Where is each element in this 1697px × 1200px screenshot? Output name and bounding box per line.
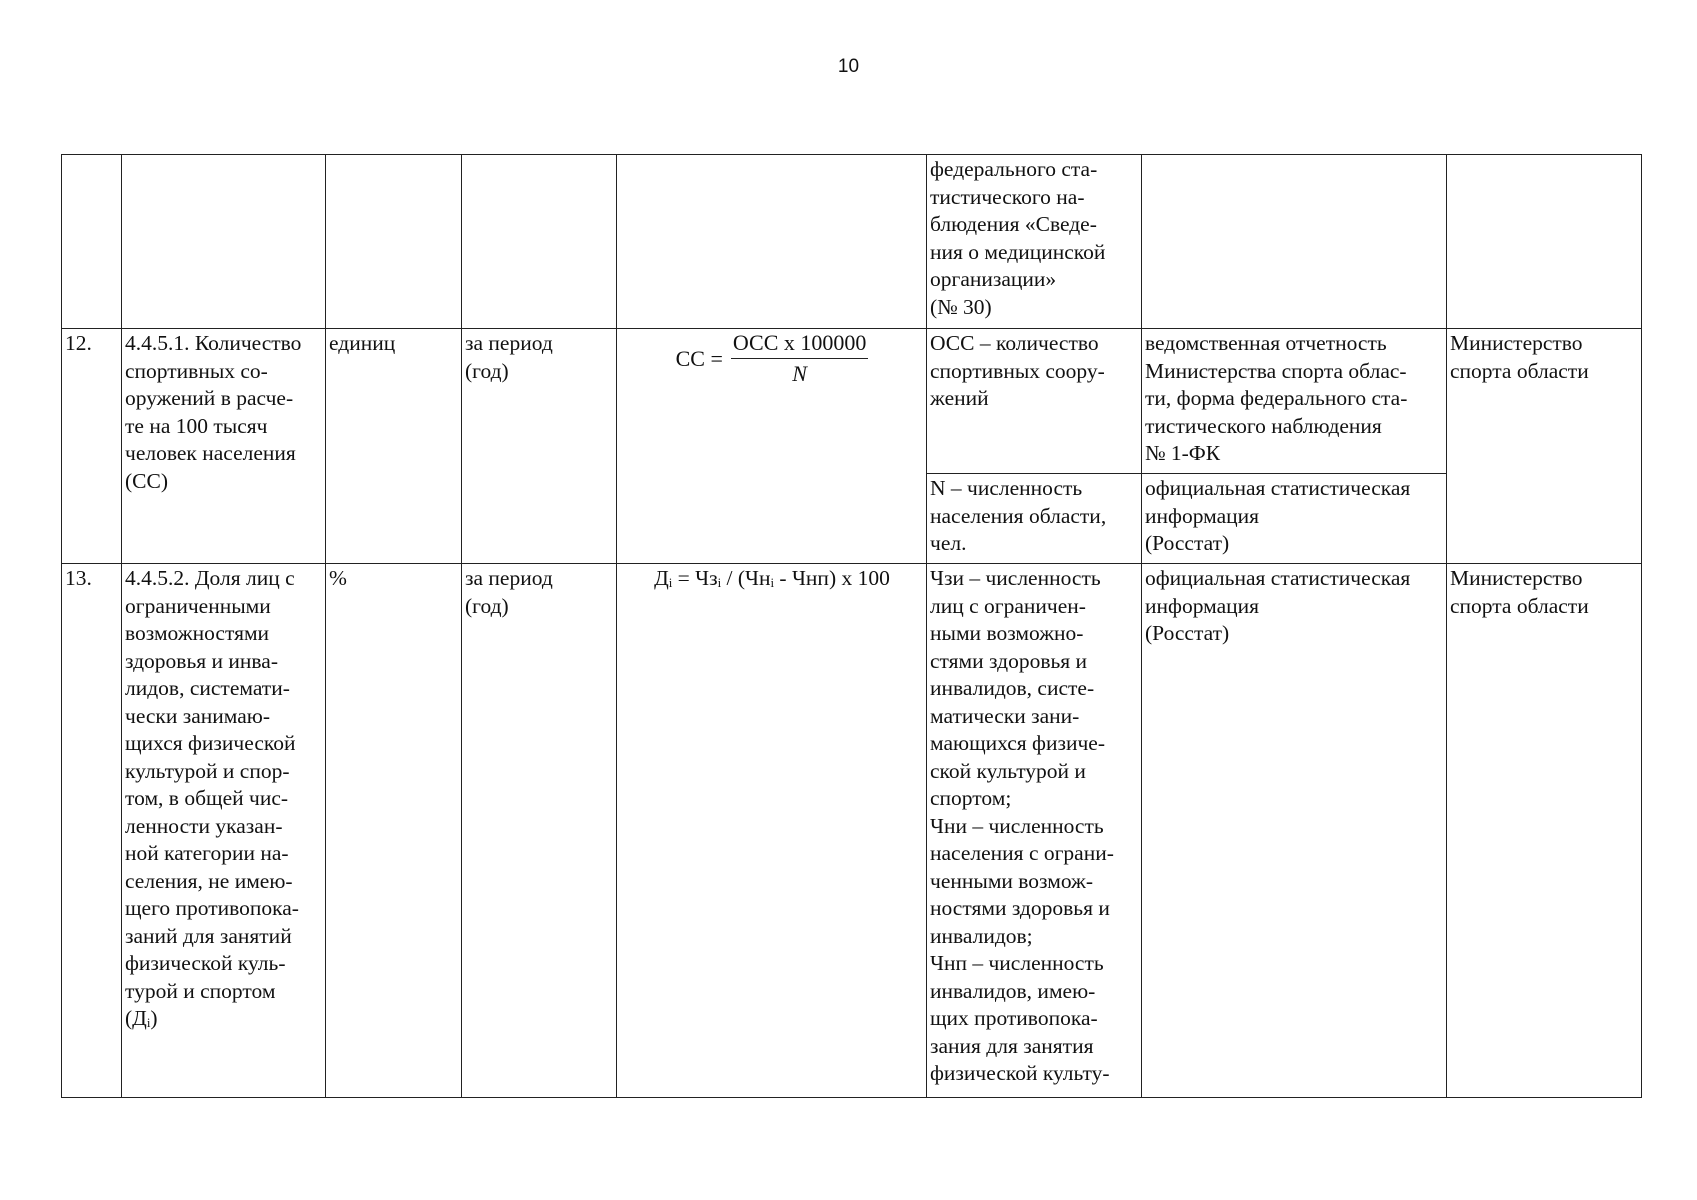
table-row-12 [62,329,1642,474]
formula-denominator: N [792,361,807,386]
cell-empty [462,155,617,329]
cell-empty [62,155,122,329]
formula: Дᵢ = Чзᵢ / (Чнᵢ - Чнп) х 100 [617,564,927,1098]
cell-empty [617,155,927,329]
variable-description: Чзи – численность лиц с ограничен- ными возможно- стями здоровья и инвалидов, систе- матически зани- мающихся физиче- ской культурой и спортом; Чни – численность населения с ограни- ченными возмож- ностями здоровья и инвалидов; Чнп – численность инвалидов, имею- щих противопока- зания для занятия физической культу- [927,564,1142,1098]
data-source: официальная статистическая информация (Росстат) [1142,474,1447,564]
cell-empty [1142,155,1447,329]
unit: % [326,564,462,1098]
formula-lhs: СС = [675,345,723,371]
table-row-carryover [62,155,1642,329]
responsible-body: Министерство спорта области [1447,564,1642,1098]
fraction-formula [676,330,869,387]
formula [617,329,927,564]
period: за период (год) [462,564,617,1098]
period: за период (год) [462,329,617,564]
unit: единиц [326,329,462,564]
variable-description: N – численность населения области, чел. [927,474,1142,564]
row-number: 13. [62,564,122,1098]
indicator-name: 4.4.5.1. Количество спортивных со- оружений в расче- те на 100 тысяч человек населения (СС) [122,329,326,564]
variable-description: ОСС – количество спортивных соору- жений [927,329,1142,474]
cell-method-carryover: федерального ста- тистического на- блюдения «Сведе- ния о медицинской организации» (№ 30) [927,155,1142,329]
page-number: 10 [837,56,860,77]
cell-empty [122,155,326,329]
data-source: ведомственная отчетность Министерства спорта облас- ти, форма федерального ста- тистического наблюдения № 1-ФК [1142,329,1447,474]
cell-empty [326,155,462,329]
formula-numerator: ОСС х 100000 [731,330,869,359]
data-source: официальная статистическая информация (Росстат) [1142,564,1447,1098]
row-number: 12. [62,329,122,564]
responsible-body: Министерство спорта области [1447,329,1642,564]
indicator-name: 4.4.5.2. Доля лиц с ограниченными возможностями здоровья и инва- лидов, системати- чески занимаю- щихся физической культурой и спор- том, в общей чис- ленности указан- ной категории на- селения, не имею- щего противопока- заний для занятий физической куль- турой и спортом (Дᵢ) [122,564,326,1098]
cell-empty [1447,155,1642,329]
indicators-table [61,154,1642,1098]
table-row-13 [62,564,1642,1098]
